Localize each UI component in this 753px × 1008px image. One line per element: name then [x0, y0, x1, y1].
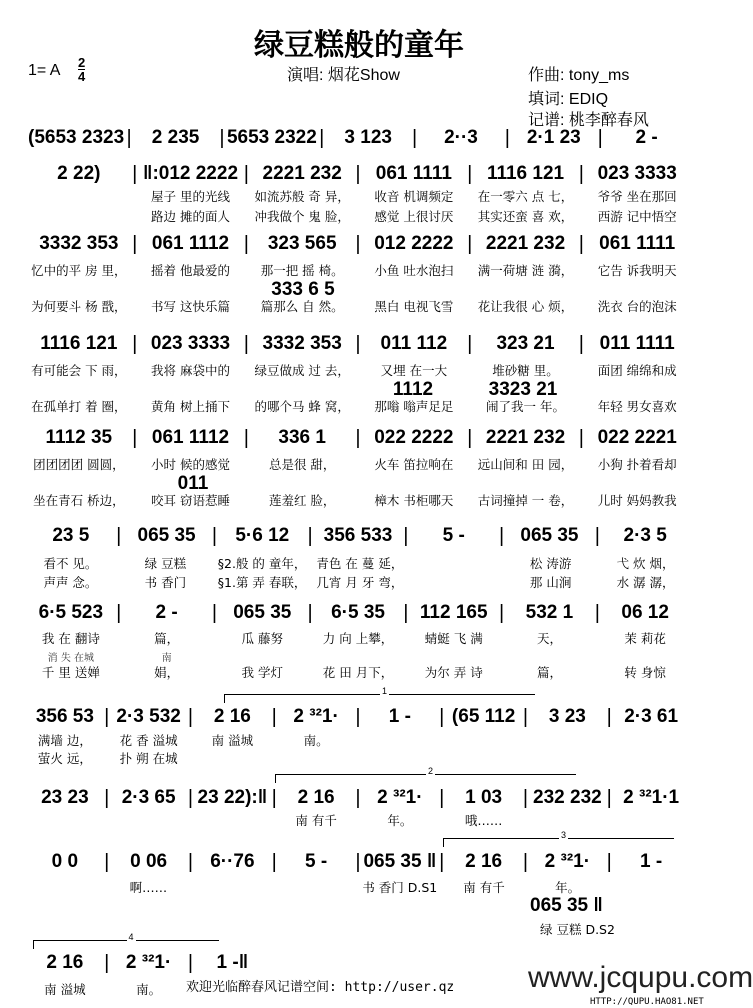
lyric-segment: 有可能会 下 雨， [31, 363, 127, 378]
lyrics-line [28, 262, 688, 278]
measure: 061 1112 [151, 427, 230, 448]
measure: 012 2222 [374, 233, 454, 254]
lyrics-line [28, 630, 688, 646]
lyric-segment: §2.般 的 童年， [217, 556, 307, 571]
measure: 5·6 12 [235, 525, 290, 546]
lyric-segment: 年。 [555, 880, 581, 895]
measure: 23 5 [52, 525, 90, 546]
bar-line: | [104, 705, 110, 728]
bar-line: | [522, 850, 529, 873]
bar-line: | [187, 850, 194, 873]
bar-line: | [355, 162, 361, 185]
lyric-segment: 绿豆做成 过 去， [254, 363, 350, 378]
lyric-segment: 弋 炊 烟， [616, 556, 675, 571]
measure: 2 ³²1· [544, 851, 591, 872]
lyrics-line [28, 362, 688, 378]
bar-line: | [355, 426, 361, 449]
measure: 23 22):‖ [197, 787, 268, 808]
bar-line: | [578, 162, 584, 185]
lyric-segment: 绿 豆糕 [144, 556, 187, 571]
volta-bracket [33, 932, 219, 949]
lyric-segment: 花 香 溢城 [119, 733, 178, 748]
composer: 作曲: tony_ms [528, 67, 630, 84]
measure: 1116 121 [40, 333, 118, 354]
notation-line [28, 524, 688, 548]
measure: 2·1 23 [526, 127, 581, 148]
measure: 2221 232 [485, 427, 566, 448]
measure: 2 - [155, 602, 178, 623]
lyrics-line [28, 298, 688, 314]
bar-line: | [219, 126, 225, 149]
measure: 2 16 [297, 787, 335, 808]
bar-line: | [187, 951, 194, 974]
lyric-segment: 娟， [154, 665, 180, 680]
measure: 2 22) [57, 163, 101, 184]
lyric-segment: 那一把 摇 椅。 [260, 263, 344, 278]
bar-line: | [355, 332, 361, 355]
measure: 0 0 [51, 851, 79, 872]
measure: 023 3333 [597, 163, 677, 184]
bar-line: | [467, 162, 473, 185]
measure: 2·3 5 [623, 525, 667, 546]
bar-line: | [271, 850, 277, 873]
measure: 2··3 [444, 127, 478, 148]
measure: 022 2221 [597, 427, 677, 448]
time-sig-bottom: 4 [78, 69, 86, 84]
bar-line: | [132, 162, 138, 185]
measure: 011 112 [380, 333, 448, 354]
lyric-segment: 南 有千 [295, 813, 337, 828]
volta-label: 3 [561, 830, 567, 840]
volta-label: 4 [128, 932, 134, 942]
lyric-segment: 花让我很 心 烦， [477, 299, 574, 314]
bar-line: | [243, 426, 249, 449]
bar-line: | [606, 850, 612, 873]
measure: 333 6 5 [271, 279, 335, 300]
bar-line: | [319, 126, 325, 149]
measure: 6·5 35 [331, 602, 385, 623]
lyric-segment: 看不 见。 [43, 556, 98, 571]
bar-line: | [498, 601, 505, 624]
key-signature: 1= A [28, 62, 61, 79]
measure: 232 232 [533, 787, 602, 808]
measure: 5 - [442, 525, 465, 546]
lyric-segment: 其实还蛮 喜 欢， [477, 209, 574, 224]
bar-line: | [439, 786, 445, 809]
bar-line: | [355, 850, 361, 873]
lyric-segment: 忆中的平 房 里， [31, 263, 127, 278]
notation-line [28, 426, 688, 450]
lyric-segment: 几宵 月 牙 弯， [316, 575, 404, 590]
lyric-segment: 松 涛游 [529, 556, 572, 571]
lyric-segment: 小时 候的感觉 [151, 457, 230, 472]
lyric-segment: 千 里 送婵 [41, 665, 100, 680]
lyric-segment: 篇那么 自 然。 [260, 299, 344, 314]
lyric-segment: 扑 朔 在城 [119, 751, 178, 766]
lyric-segment: 萤火 远， [37, 751, 92, 766]
measure: 2 ³²1· [125, 952, 172, 973]
time-sig-top: 2 [78, 55, 86, 70]
lyric-segment: 满墙 边， [37, 733, 92, 748]
bar-line: | [243, 232, 249, 255]
lyric-segment: 水 潺 潺， [616, 575, 675, 590]
bar-line: | [578, 426, 584, 449]
lyric-segment: 爷爷 坐在那回 [597, 189, 677, 204]
bar-line: | [498, 524, 505, 547]
lyric-segment: 咬耳 窃语惹睡 [151, 493, 230, 508]
lyric-segment: 茉 莉花 [624, 631, 666, 646]
lyric-segment: 屋子 里的光线 [151, 189, 230, 204]
lyric-segment: 满一荷塘 涟 漪， [477, 263, 574, 278]
bar-line: | [467, 332, 473, 355]
lyric-segment: 古词撞掉 一 卷， [477, 493, 574, 508]
measure: 022 2222 [374, 427, 454, 448]
measure: 065 35 ‖ [363, 851, 437, 872]
measure: 065 35 [233, 602, 292, 623]
measure: 2 16 [213, 706, 251, 727]
bar-line: | [439, 705, 445, 728]
lyric-segment: 花 田 月下， [322, 665, 394, 680]
measure: 1 - [640, 851, 663, 872]
bar-line: | [355, 786, 361, 809]
coda-lyric: 绿 豆糕 D.S2 [540, 922, 615, 937]
bar-line: | [606, 786, 612, 809]
lyrics-line [28, 555, 688, 571]
lyric-segment: 瓜 藤努 [241, 631, 284, 646]
bar-line: | [522, 705, 529, 728]
lyric-segment: 冲我做个 鬼 脸， [254, 209, 350, 224]
measure: 011 [177, 473, 209, 494]
bar-line: | [439, 850, 445, 873]
lyrics-line [28, 812, 688, 828]
lyric-segment: 声声 念。 [43, 575, 98, 590]
measure: 06 12 [621, 602, 669, 623]
lyric-segment: 力 向 上攀， [322, 631, 394, 646]
measure: 3332 353 [262, 333, 342, 354]
lyric-segment: 为尔 弄 诗 [424, 665, 483, 680]
lyric-segment: 消 失 在城 [47, 652, 95, 664]
lyric-segment: 黑白 电视飞雪 [374, 299, 454, 314]
measure: 061 1112 [151, 233, 230, 254]
volta-label: 1 [382, 686, 388, 696]
measure: 1116 121 [486, 163, 565, 184]
measure: 2 16 [46, 952, 84, 973]
bar-line: | [403, 524, 409, 547]
measure: 3 23 [548, 706, 586, 727]
lyric-segment: 哦…… [464, 813, 503, 828]
measure: 2 ³²1· [377, 787, 423, 808]
measure: 023 3333 [150, 333, 231, 354]
lyric-segment: 书 香门 D.S1 [362, 880, 438, 895]
coda-notes: 065 35 ‖ [530, 895, 603, 916]
bar-line: | [116, 524, 122, 547]
bar-line: | [307, 601, 313, 624]
measure: 2221 232 [485, 233, 566, 254]
volta-bracket [224, 686, 535, 703]
bar-line: | [132, 332, 138, 355]
lyric-segment: 面团 绵绵和成 [597, 363, 677, 378]
lyric-segment: 闹了我一 年。 [486, 399, 566, 414]
lyric-segment: 火车 笛拉响在 [374, 457, 454, 472]
measure: 2·3 532 [116, 706, 181, 727]
measure: 2 235 [151, 127, 200, 148]
lyric-segment: 青色 在 蔓 延， [316, 556, 404, 571]
measure: 532 1 [525, 602, 574, 623]
measure: 3323 21 [488, 379, 558, 400]
lyrics-line [28, 574, 688, 590]
singer: 演唱: 烟花Show [287, 67, 400, 84]
measure: 1112 [392, 379, 434, 400]
lyric-segment: 转 身惊 [624, 665, 666, 680]
volta-label: 2 [428, 766, 434, 776]
lyric-segment: 南 溢城 [211, 733, 254, 748]
bar-line: | [578, 232, 584, 255]
measure: 5 - [305, 851, 328, 872]
measure: 061 1111 [375, 163, 452, 184]
lyric-segment: 洗衣 台的泡沫 [597, 299, 677, 314]
lyric-segment: 摇着 他最爱的 [151, 263, 230, 278]
lyric-segment: 黄角 树上捅下 [151, 399, 230, 414]
bar-line: | [403, 601, 409, 624]
bar-line: | [578, 332, 584, 355]
bar-line: | [411, 126, 418, 149]
time-signature [78, 56, 85, 83]
lyric-segment: 篇， [536, 665, 562, 680]
measure: 336 1 [278, 427, 326, 448]
volta-bracket [443, 830, 674, 847]
measure: 2·3 61 [624, 706, 679, 727]
lyric-segment: 我 在 翻诗 [41, 631, 100, 646]
lyric-segment: 感觉 上很讨厌 [374, 209, 454, 224]
measure: 0 06 [130, 851, 168, 872]
lyric-segment: 又埋 在一大 [380, 363, 448, 378]
measure: 061 1111 [599, 233, 676, 254]
bar-line: | [243, 332, 249, 355]
measure: ‖:012 2222 [142, 163, 239, 184]
lyric-segment: 篇， [154, 631, 180, 646]
notation-line [28, 162, 688, 186]
measure: 323 21 [496, 333, 555, 354]
bar-line: | [187, 786, 194, 809]
lyrics-line [28, 492, 688, 508]
bar-line: | [132, 232, 138, 255]
lyric-segment: 啊…… [129, 880, 168, 895]
lyric-segment: 我将 麻袋中的 [151, 363, 230, 378]
measure: 1112 35 [45, 427, 113, 448]
measure: 1 - [388, 706, 411, 727]
lyric-segment: 儿时 妈妈教我 [597, 493, 677, 508]
lyric-segment: 小狗 扑着看却 [597, 457, 677, 472]
lyrics-line [28, 208, 688, 224]
bar-line: | [355, 705, 361, 728]
lyric-segment: 在孤单打 着 圈， [31, 399, 127, 414]
lyric-segment: 天， [536, 631, 562, 646]
lyric-segment: 总是很 甜， [268, 457, 336, 472]
lyric-segment: 的哪个马 蜂 窝， [254, 399, 350, 414]
bar-line: | [104, 850, 110, 873]
lyric-segment: 西游 记中悟空 [597, 209, 677, 224]
bar-line: | [132, 426, 138, 449]
lyric-segment: 莲羞红 脸， [268, 493, 336, 508]
bar-line: | [211, 601, 218, 624]
lyric-segment: 收音 机调频定 [374, 189, 454, 204]
footer-text: 欢迎光临醉春风记谱空间: http://user.qz [186, 980, 455, 995]
bar-line: | [271, 705, 277, 728]
lyric-segment: 那嗡 嗡声足足 [374, 399, 454, 414]
lyric-segment: 路边 摊的面人 [151, 209, 230, 224]
lyric-segment: 南。 [303, 733, 329, 748]
measure: 2 ³²1·1 [623, 787, 680, 808]
measure: (65 112 [451, 706, 516, 727]
lyric-segment: 远山间和 田 园， [477, 457, 574, 472]
lyric-segment: 为何要斗 杨 戬， [31, 299, 127, 314]
bar-line: | [243, 162, 249, 185]
bar-line: | [594, 524, 600, 547]
measure: 1 03 [465, 787, 503, 808]
measure: (5653 2323 [28, 127, 125, 148]
measure: 323 565 [267, 233, 337, 254]
lyric-segment: 南 有千 [463, 880, 505, 895]
bar-line: | [606, 705, 612, 728]
measure: 2221 232 [262, 163, 342, 184]
lyrics-line [28, 398, 688, 414]
notation-line [28, 786, 688, 810]
notation-line [28, 850, 688, 874]
measure: 065 35 [520, 525, 579, 546]
measure: 2·3 65 [121, 787, 176, 808]
lyric-segment: 小鱼 吐水泡扫 [374, 263, 454, 278]
lyrics-line [28, 664, 688, 680]
lyric-segment: 书 香门 [144, 575, 187, 590]
watermark: www.jcqupu.com [528, 961, 753, 994]
notation-line [28, 332, 688, 356]
bar-line: | [211, 524, 218, 547]
measure: 2 - [635, 127, 658, 148]
measure: 065 35 [137, 525, 196, 546]
bar-line: | [126, 126, 132, 149]
song-title: 绿豆糕般的童年 [254, 28, 464, 63]
lyric-segment: 我 学灯 [241, 665, 284, 680]
watermark-sub: HTTP://QUPU.HAO81.NET [590, 997, 704, 1007]
bar-line: | [187, 705, 194, 728]
measure: 2 16 [465, 851, 503, 872]
lyric-segment: 年。 [387, 813, 413, 828]
lyric-segment: 在一零六 点 七， [477, 189, 574, 204]
measure: 2 ³²1· [293, 706, 339, 727]
lyric-segment: 书写 这快乐篇 [151, 299, 230, 314]
bar-line: | [307, 524, 313, 547]
bar-line: | [504, 126, 510, 149]
bar-line: | [597, 126, 603, 149]
lyrics-line [28, 456, 688, 472]
lyric-segment: 南。 [136, 982, 162, 997]
lyric-segment: 如流苏般 奇 异， [254, 189, 350, 204]
measure: 3 123 [344, 127, 392, 148]
bar-line: | [594, 601, 600, 624]
measure: 356 53 [35, 706, 94, 727]
bar-line: | [355, 232, 361, 255]
lyric-segment: 坐在青石 桥边， [33, 493, 125, 508]
lyric-segment: 那 山涧 [529, 575, 572, 590]
lyrics-line [28, 750, 688, 766]
transcriber: 记谱: 桃李醉春风 [528, 112, 649, 129]
bar-line: | [467, 426, 473, 449]
bar-line: | [116, 601, 122, 624]
measure: 356 533 [323, 525, 393, 546]
measure: 6··76 [210, 851, 255, 872]
lyric-segment: 堆砂糖 里。 [492, 363, 559, 378]
lyric-segment: 蜻蜓 飞 满 [424, 631, 483, 646]
lyric-segment: 南 溢城 [44, 982, 86, 997]
lyrics-line [28, 188, 688, 204]
measure: 23 23 [41, 787, 89, 808]
lyric-segment: §1.第 弄 春联， [217, 575, 307, 590]
lyric-segment: 它告 诉我明天 [597, 263, 677, 278]
bar-line: | [522, 786, 529, 809]
notation-line [28, 705, 688, 729]
measure: 1 -‖ [216, 952, 249, 973]
lyric-segment: 团团团团 圆圆， [33, 457, 125, 472]
lyric-segment: 年轻 男女喜欢 [597, 399, 677, 414]
lyric-segment: 樟木 书柜哪天 [374, 493, 454, 508]
notation-line [28, 126, 688, 150]
bar-line: | [467, 232, 473, 255]
measure: 011 1111 [599, 333, 675, 354]
measure: 6·5 523 [38, 602, 104, 623]
lyricist: 填词: EDIQ [528, 91, 609, 108]
lyric-segment: 南 [161, 652, 172, 664]
lyrics-line [28, 879, 688, 895]
volta-bracket [275, 766, 576, 783]
measure: 3332 353 [39, 233, 119, 254]
lyrics-line [28, 648, 688, 664]
measure: 5653 2322 [226, 127, 317, 148]
bar-line: | [104, 786, 110, 809]
bar-line: | [271, 786, 277, 809]
notation-line [28, 601, 688, 625]
lyrics-line [28, 732, 688, 748]
bar-line: | [104, 951, 110, 974]
notation-line [28, 232, 688, 256]
measure: 112 165 [419, 602, 488, 623]
